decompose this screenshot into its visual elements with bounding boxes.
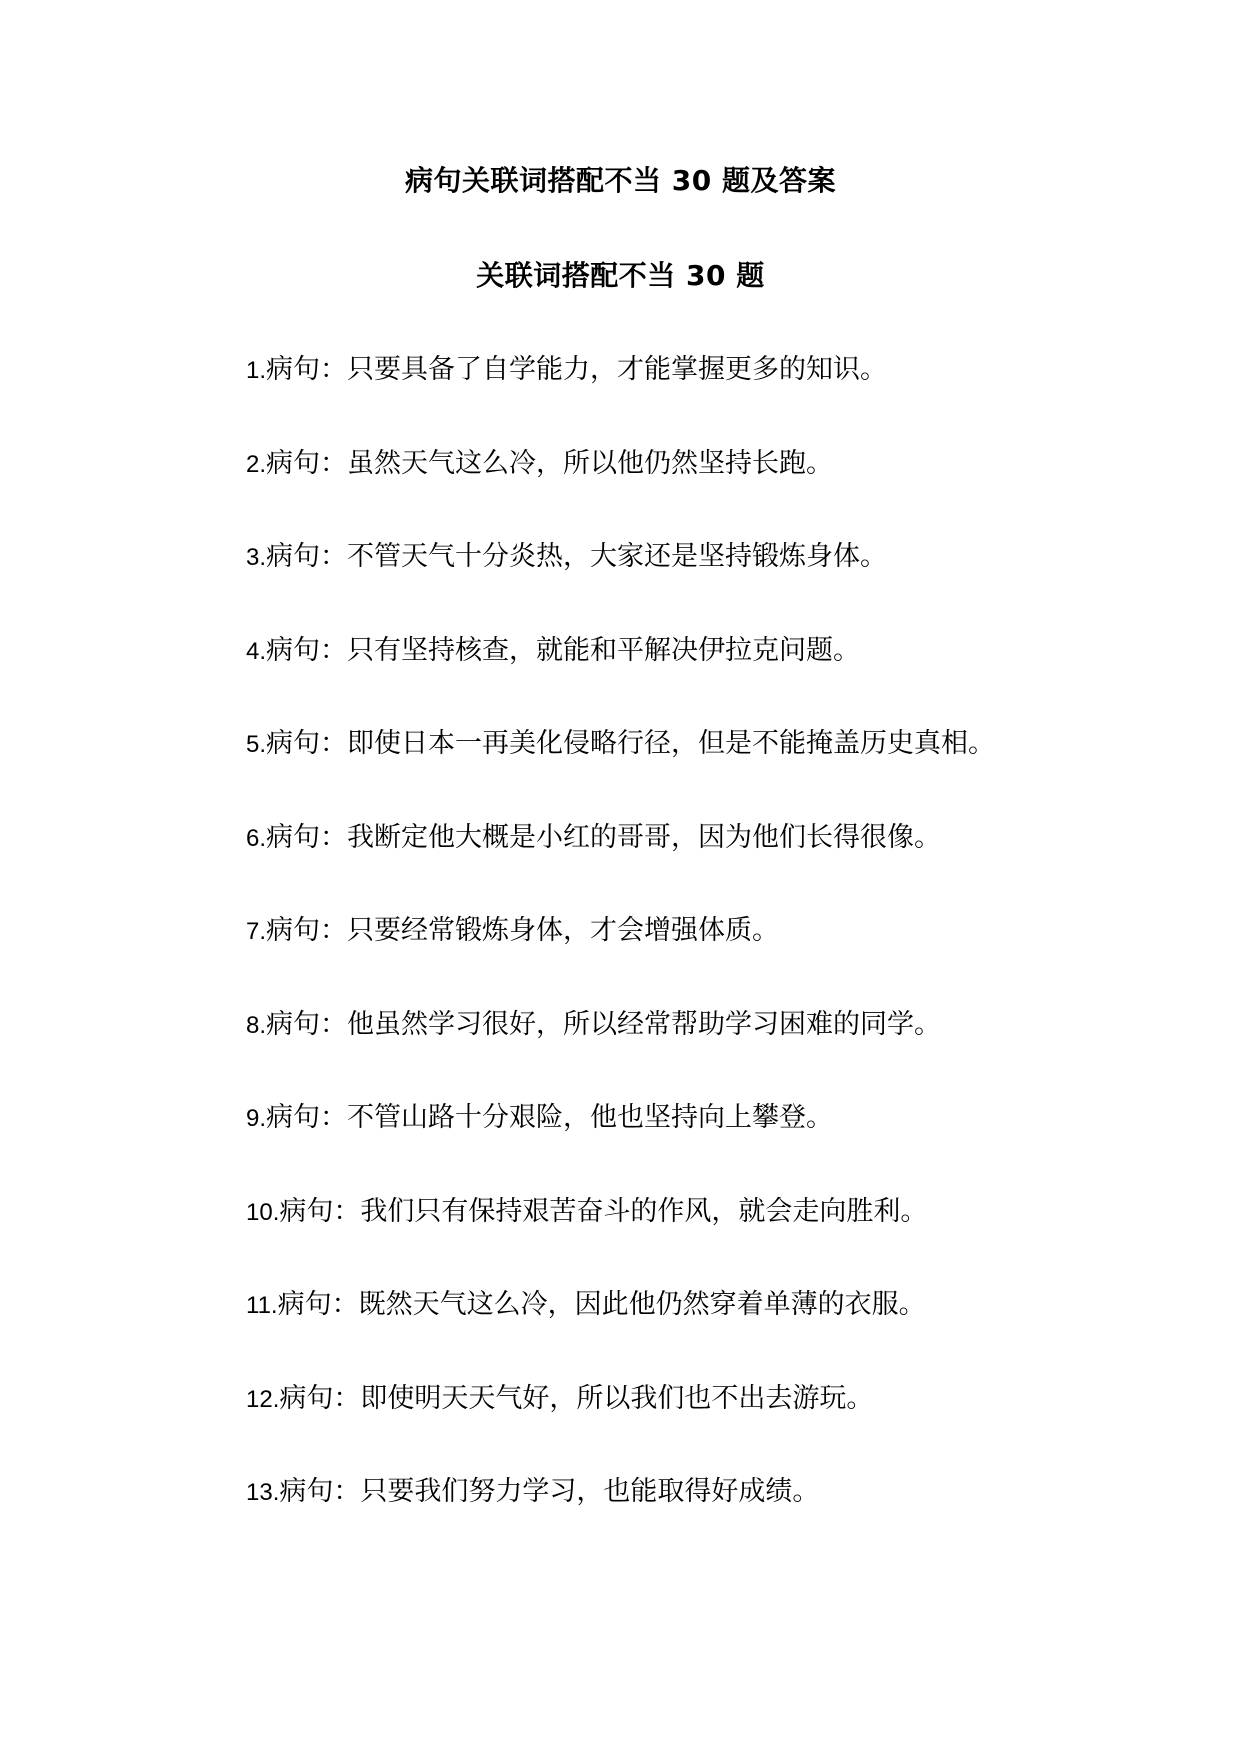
question-number: 2. (246, 450, 267, 478)
document-subtitle: 关联词搭配不当 30 题 (476, 259, 765, 292)
question-number: 7. (246, 918, 267, 945)
question-number: 13. (246, 1479, 280, 1506)
question-item (246, 1474, 1146, 1568)
question-text: 病句：即使日本一再美化侵略行径，但是不能掩盖历史真相。 (266, 728, 996, 759)
question-text: 病句：不管天气十分炎热，大家还是坚持锻炼身体。 (266, 541, 888, 572)
question-item (246, 352, 1146, 446)
question-number: 12. (246, 1385, 280, 1413)
question-text: 病句：只要我们努力学习，也能取得好成绩。 (279, 1476, 820, 1507)
question-item (246, 1381, 1146, 1475)
question-number: 1. (246, 357, 267, 384)
question-item (246, 726, 1146, 820)
question-number: 6. (246, 824, 267, 852)
question-text: 病句：不管山路十分艰险，他也坚持向上攀登。 (266, 1102, 834, 1133)
question-item (246, 1287, 1146, 1381)
question-number: 10. (246, 1198, 280, 1226)
question-text: 病句：既然天气这么冷，因此他仍然穿着单薄的衣服。 (277, 1289, 926, 1320)
question-item (246, 1194, 1146, 1288)
question-item (246, 820, 1146, 914)
question-item (246, 446, 1146, 540)
question-text: 病句：我断定他大概是小红的哥哥，因为他们长得很像。 (266, 821, 942, 853)
question-text: 病句：即使明天天气好，所以我们也不出去游玩。 (279, 1382, 874, 1414)
question-text: 病句：他虽然学习很好，所以经常帮助学习困难的同学。 (266, 1008, 942, 1040)
question-item (246, 1100, 1146, 1194)
question-number: 5. (246, 731, 267, 758)
question-number: 9. (246, 1105, 267, 1132)
question-number: 3. (246, 544, 267, 571)
question-number: 4. (246, 637, 267, 665)
question-item (246, 633, 1146, 727)
question-list (246, 352, 1146, 1568)
document-title: 病句关联词搭配不当 30 题及答案 (405, 164, 836, 197)
question-text: 病句：我们只有保持艰苦奋斗的作风，就会走向胜利。 (279, 1195, 928, 1227)
question-item (246, 913, 1146, 1007)
question-text: 病句：只要具备了自学能力，才能掌握更多的知识。 (266, 354, 888, 385)
question-number: 11. (246, 1292, 278, 1319)
question-item (246, 539, 1146, 633)
question-text: 病句：只要经常锻炼身体，才会增强体质。 (266, 915, 780, 946)
question-item (246, 1007, 1146, 1101)
question-text: 病句：只有坚持核查，就能和平解决伊拉克问题。 (266, 634, 861, 666)
question-number: 8. (246, 1011, 267, 1039)
question-text: 病句：虽然天气这么冷，所以他仍然坚持长跑。 (266, 447, 834, 479)
